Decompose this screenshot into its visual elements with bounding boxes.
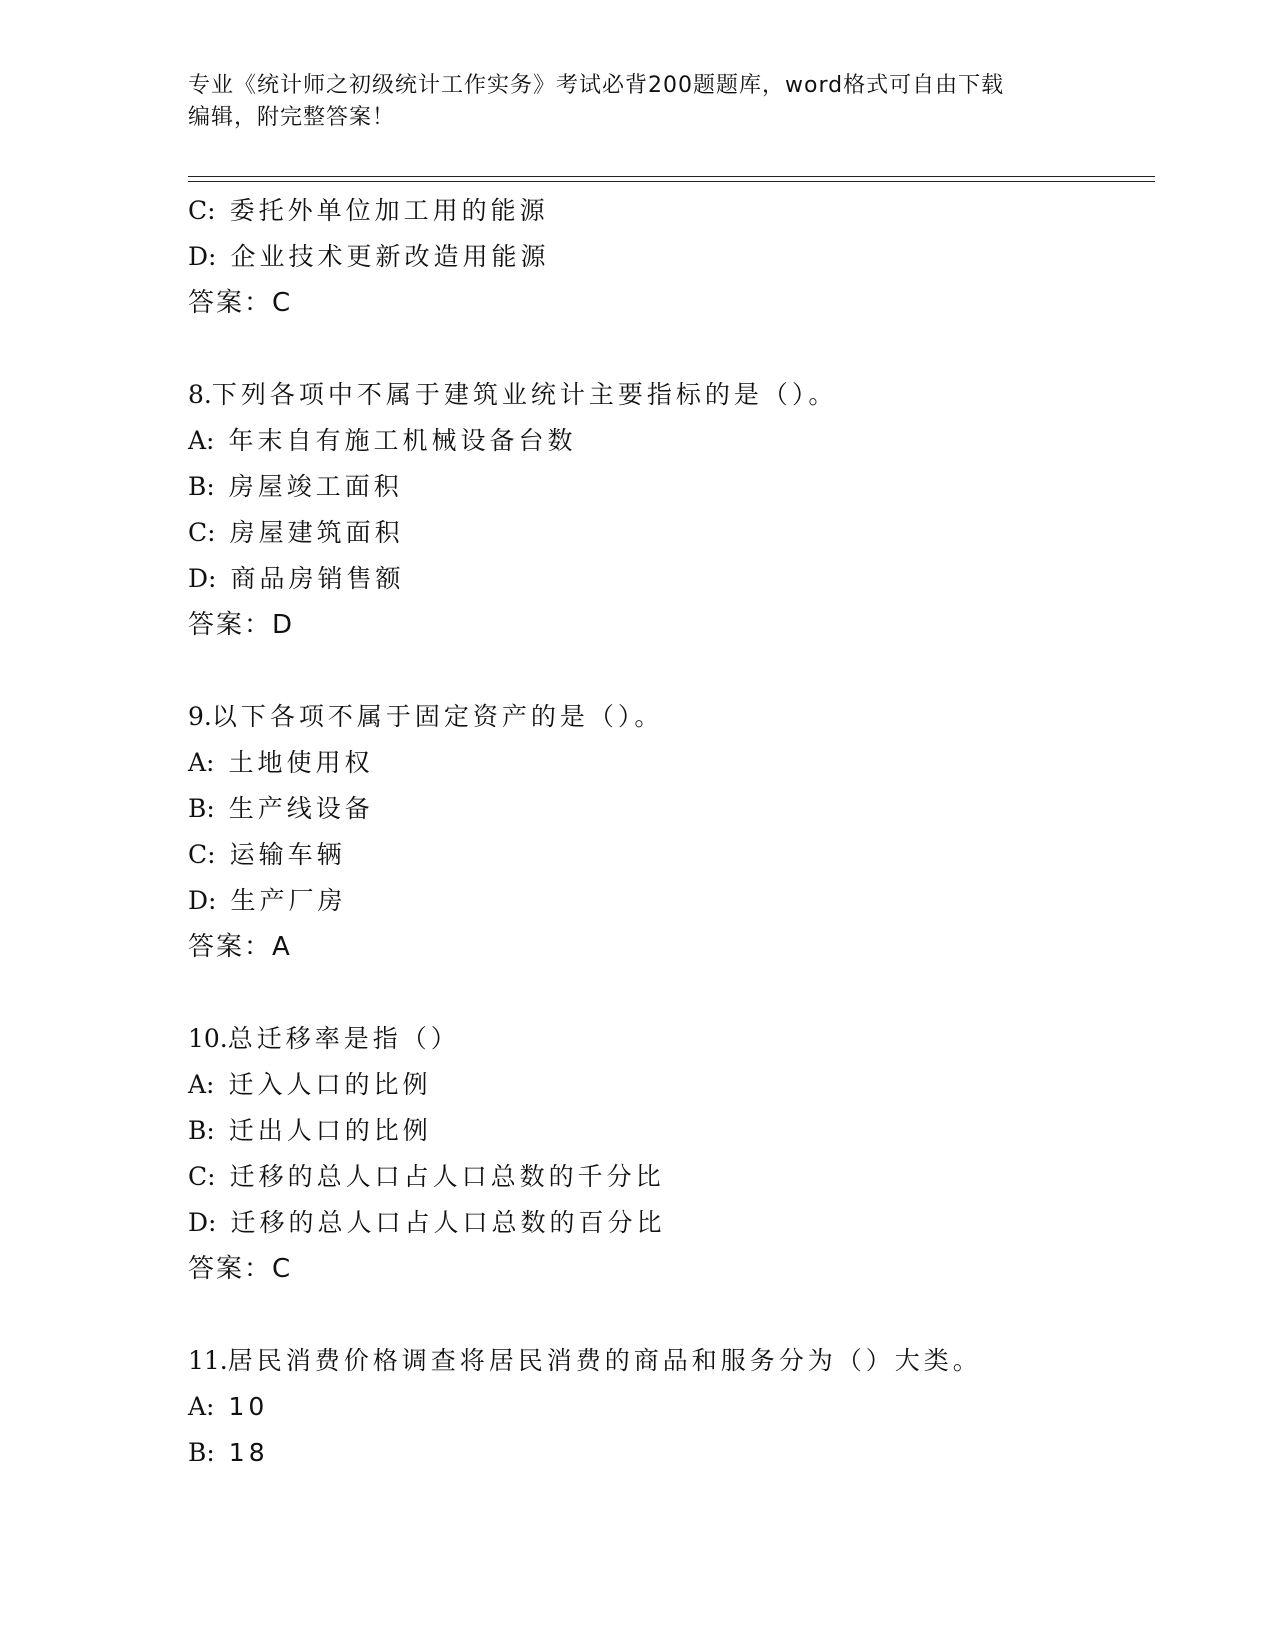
option-key: B: [188,472,215,501]
question-9 [188,694,1148,970]
option-row [188,418,1148,464]
option-text: 房屋建筑面积 [229,518,404,547]
option-key: D: [188,1208,217,1237]
spacer [188,970,1148,1016]
option-row [188,878,1148,924]
question-11 [188,1338,1148,1476]
option-row [188,234,1148,280]
option-key: B: [188,1116,215,1145]
option-text: 18 [228,1438,269,1467]
question-number: 11. [188,1346,228,1375]
option-text: 委托外单位加工用的能源 [229,196,549,225]
option-key: A: [188,1392,215,1421]
option-text: 土地使用权 [228,748,374,777]
spacer [188,648,1148,694]
option-text: 迁出人口的比例 [228,1116,432,1145]
question-list [188,188,1148,1476]
question-stem [188,1338,1148,1384]
option-row [188,1154,1148,1200]
option-row [188,1062,1148,1108]
answer-line: 答案：A [188,932,292,962]
question-stem [188,372,1148,418]
answer-line: 答案：C [188,288,293,318]
option-text: 10 [228,1392,269,1421]
answer-line: 答案：D [188,610,295,640]
option-text: 商品房销售额 [230,564,405,593]
question-number: 9. [188,702,212,731]
option-text: 生产线设备 [228,794,374,823]
option-row [188,832,1148,878]
option-key: D: [188,886,217,915]
question-stem [188,694,1148,740]
header-line-2: 编辑，附完整答案！ [188,105,396,130]
option-text: 房屋竣工面积 [228,472,403,501]
option-row [188,1200,1148,1246]
option-text: 迁移的总人口占人口总数的百分比 [230,1208,666,1237]
option-key: D: [188,564,217,593]
header-divider-top [188,176,1155,177]
option-key: C: [188,1162,216,1191]
option-text: 年末自有施工机械设备台数 [228,426,577,455]
option-key: D: [188,242,217,271]
question-text: 居民消费价格调查将居民消费的商品和服务分为（）大类。 [227,1346,982,1375]
answer-line: 答案：C [188,1254,293,1284]
option-text: 运输车辆 [229,840,346,869]
question-text: 下列各项中不属于建筑业统计主要指标的是（）。 [211,380,838,409]
header-divider-bottom [188,181,1155,182]
option-key: C: [188,518,216,547]
option-text: 企业技术更新改造用能源 [230,242,550,271]
prev-question [188,188,1148,326]
spacer [188,326,1148,372]
option-key: A: [188,1070,215,1099]
option-row [188,1430,1148,1476]
option-row [188,188,1148,234]
question-number: 10. [188,1024,228,1053]
option-text: 迁入人口的比例 [228,1070,432,1099]
question-text: 以下各项不属于固定资产的是（）。 [211,702,664,731]
option-text: 迁移的总人口占人口总数的千分比 [229,1162,665,1191]
question-stem [188,1016,1148,1062]
document-header [188,70,1068,134]
option-key: C: [188,840,216,869]
option-key: B: [188,794,215,823]
option-text: 生产厂房 [230,886,347,915]
option-row [188,464,1148,510]
option-row [188,1108,1148,1154]
option-row [188,510,1148,556]
question-10 [188,1016,1148,1292]
spacer [188,1292,1148,1338]
question-number: 8. [188,380,212,409]
option-key: C: [188,196,216,225]
question-text: 总迁移率是指（） [227,1024,460,1053]
question-8 [188,372,1148,648]
option-row [188,1384,1148,1430]
option-key: B: [188,1438,215,1467]
option-key: A: [188,748,215,777]
option-row [188,740,1148,786]
option-row [188,786,1148,832]
header-line-1: 专业《统计师之初级统计工作实务》考试必背200题题库，word格式可自由下载 [188,73,1005,98]
option-row [188,556,1148,602]
option-key: A: [188,426,215,455]
